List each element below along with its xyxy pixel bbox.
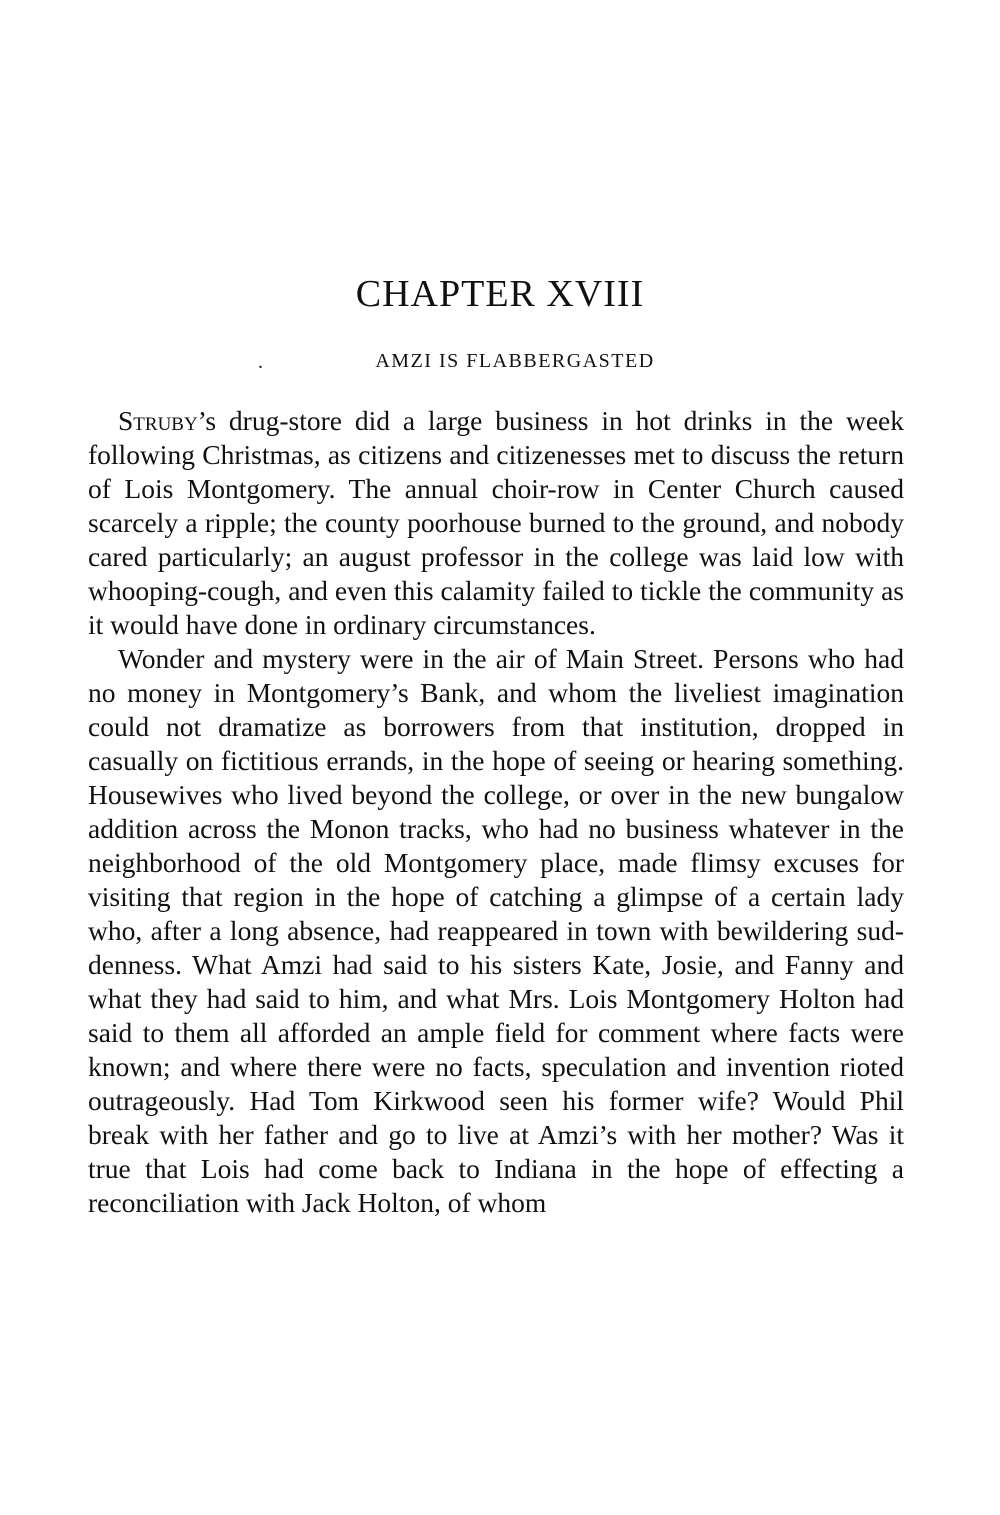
paragraph-text: ’s drug-store did a large business in hot drinks in the week following Christmas, as citizens and citizenesses met to discuss the return of Lois Montgomery. The annual choir-row in Center Church caused scarcely a ripple; the county poorhouse burned to the ground, and nobody cared particularly; an august professor in the college was laid low with whooping-cough, and even this calamity failed to tickle the community as it would have done in ordinary circumstances. xyxy=(88,405,904,640)
paragraph-1 xyxy=(88,404,904,642)
paragraph-2 xyxy=(88,642,904,1220)
section-marker: . xyxy=(258,351,263,373)
chapter-subtitle: AMZI IS FLABBERGASTED xyxy=(375,350,655,372)
chapter-title: CHAPTER XVIII xyxy=(355,273,645,315)
chapter-body xyxy=(88,404,904,1220)
paragraph-text: Wonder and mystery were in the air of Main Street. Persons who had no money in Montgomery’s Bank, and whom the liveliest imagination could not dramatize as borrowers from that institution, dropped in casually on fictitious errands, in the hope of seeing or hearing something. Housewives who lived beyond the college, or over in the new bungalow addition across the Monon tracks, who had no business whatever in the neighborhood of the old Montgomery place, made flimsy excuses for visiting that region in the hope of catching a glimpse of a certain lady who, after a long absence, had reappeared in town with bewildering suddenness. What Amzi had said to his sisters Kate, Josie, and Fanny and what they had said to him, and what Mrs. Lois Montgomery Holton had said to them all afforded an ample field for comment where facts were known; and where there were no facts, speculation and invention rioted outrageously. Had Tom Kirkwood seen his former wife? Would Phil break with her father and go to live at Amzi’s with her mother? Was it true that Lois had come back to Indiana in the hope of effecting a reconciliation with Jack Holton, of whom xyxy=(88,643,904,1218)
paragraph-lead-word: Struby xyxy=(118,405,198,436)
